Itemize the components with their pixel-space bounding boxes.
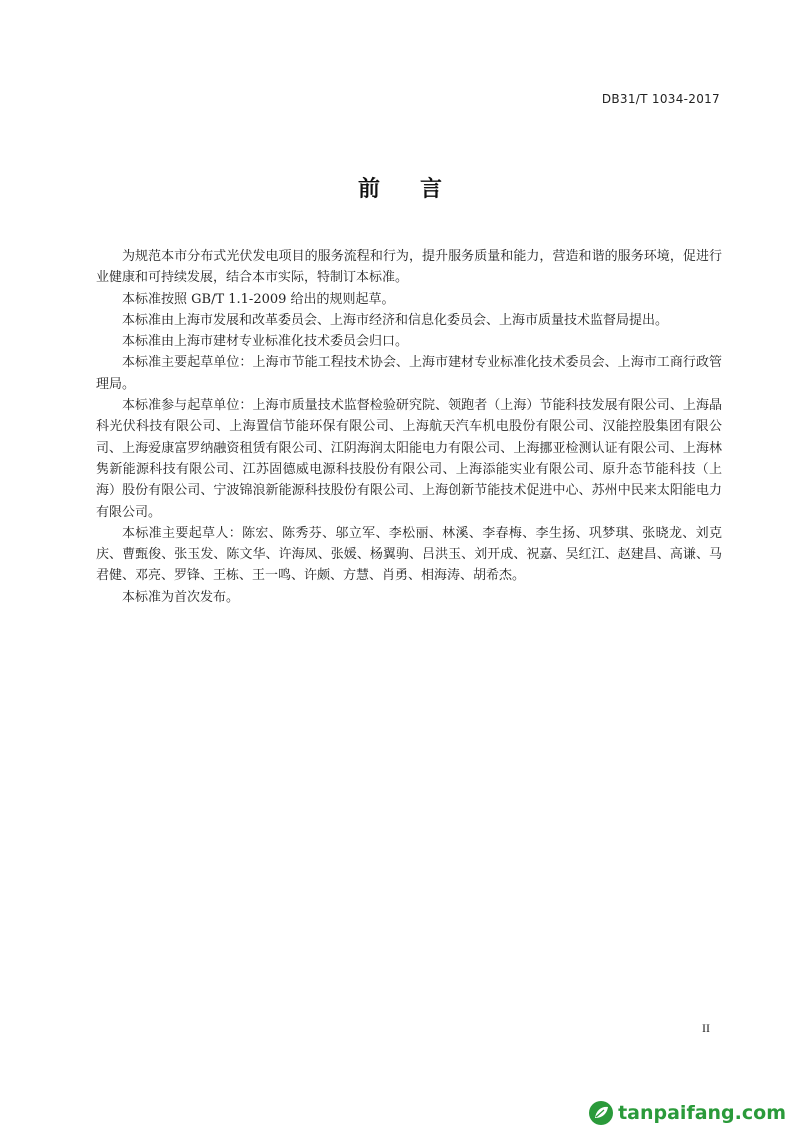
paragraph-proposed-by: 本标准由上海市发展和改革委员会、上海市经济和信息化委员会、上海市质量技术监督局提出。 [122, 312, 669, 328]
title-char-2: 言 [420, 177, 443, 202]
leaf-logo-icon [588, 1100, 614, 1126]
paragraph-administered-by: 本标准由上海市建材专业标准化技术委员会归口。 [122, 334, 409, 350]
standard-code: DB31/T 1034-2017 [601, 92, 720, 106]
paragraph-drafting-rules: 本标准按照 GB/T 1.1-2009 给出的规则起草。 [122, 291, 395, 307]
foreword-body [96, 246, 722, 608]
paragraph-first-release: 本标准为首次发布。 [122, 589, 240, 605]
title-char-1: 前 [357, 177, 380, 202]
paragraph-main-drafters: 本标准主要起草人：陈宏、陈秀芬、邬立军、李松丽、林溪、李春梅、李生扬、巩梦琪、张晓龙、刘克庆、曹甄俊、张玉发、陈文华、许海凤、张媛、杨翼驹、吕洪玉、刘开成、祝嘉、吴红江、赵建昌、高谦、马君健、邓亮、罗锋、王栋、王一鸣、许颇、方慧、肖勇、相海涛、胡希杰。 [96, 525, 722, 584]
page-number: II [702, 1021, 710, 1035]
paragraph-main-drafting-units: 本标准主要起草单位：上海市节能工程技术协会、上海市建材专业标准化技术委员会、上海市工商行政管理局。 [96, 355, 722, 392]
site-watermark [588, 1100, 786, 1126]
watermark-text: tanpaifang.com [618, 1102, 786, 1124]
paragraph-purpose: 为规范本市分布式光伏发电项目的服务流程和行为，提升服务质量和能力，营造和谐的服务环境，促进行业健康和可持续发展，结合本市实际，特制订本标准。 [96, 249, 722, 286]
paragraph-participating-units: 本标准参与起草单位：上海市质量技术监督检验研究院、领跑者（上海）节能科技发展有限公司、上海晶科光伏科技有限公司、上海置信节能环保有限公司、上海航天汽车机电股份有限公司、汉能控股集团有限公司、上海爱康富罗纳融资租赁有限公司、江阴海润太阳能电力有限公司、上海挪亚检测认证有限公司、上海林隽新能源科技有限公司、江苏固德威电源科技股份有限公司、上海添能实业有限公司、原升态节能科技（上海）股份有限公司、宁波锦浪新能源科技股份有限公司、上海创新节能技术促进中心、苏州中民来太阳能电力有限公司。 [96, 398, 722, 520]
page-title [0, 172, 800, 203]
